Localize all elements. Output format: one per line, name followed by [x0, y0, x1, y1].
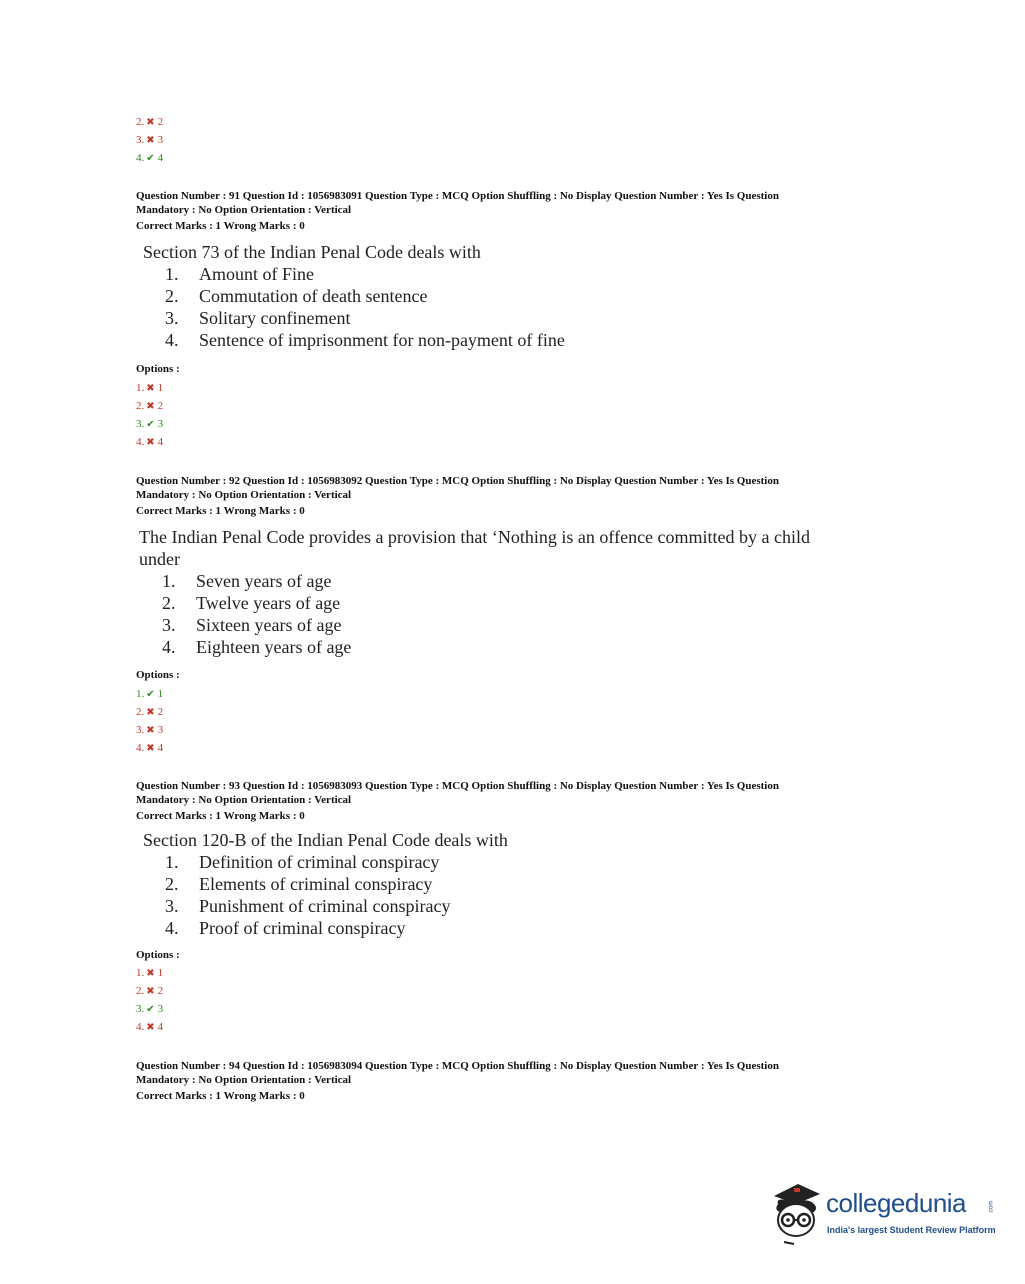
- meta-line: Mandatory : No Option Orientation : Vertical: [136, 1074, 352, 1086]
- option-value: 2: [157, 985, 164, 997]
- option: [136, 1020, 163, 1035]
- choice-text: Definition of criminal conspiracy: [199, 852, 440, 872]
- cross-icon: ✖: [146, 725, 155, 736]
- option-label: 1.: [136, 382, 145, 394]
- brand-tagline: India's largest Student Review Platform: [827, 1225, 996, 1235]
- question-94-meta: [136, 1059, 866, 1103]
- option-label: 4.: [136, 436, 145, 448]
- choice-text: Solitary confinement: [199, 308, 351, 328]
- option-label: 2.: [136, 985, 145, 997]
- option: [136, 966, 163, 981]
- option-label: 4.: [136, 742, 145, 754]
- marks-line: Correct Marks : 1 Wrong Marks : 0: [136, 220, 305, 232]
- option: [136, 381, 163, 396]
- choice: [162, 570, 331, 592]
- option-label: 1.: [136, 688, 145, 700]
- cross-icon: ✖: [146, 707, 155, 718]
- meta-line: Question Number : 91 Question Id : 1056983091 Question Type : MCQ Option Shuffling : No Display Question Number : Yes Is Question: [136, 190, 779, 202]
- choice-number: 2.: [165, 874, 179, 894]
- question-91-meta: [136, 189, 866, 233]
- choice: [165, 851, 439, 873]
- marks-line: Correct Marks : 1 Wrong Marks : 0: [136, 505, 305, 517]
- meta-line: Question Number : 93 Question Id : 1056983093 Question Type : MCQ Option Shuffling : No Display Question Number : Yes Is Question: [136, 780, 779, 792]
- option: [136, 435, 163, 450]
- options-label: Options :: [136, 949, 180, 961]
- choice-number: 4.: [162, 637, 176, 657]
- question-91-text: Section 73 of the Indian Penal Code deals with: [143, 242, 481, 262]
- choice-text: Eighteen years of age: [196, 637, 352, 657]
- choice: [162, 592, 340, 614]
- option: [136, 687, 163, 702]
- option-label: 3.: [136, 134, 145, 146]
- option-value: 4: [157, 742, 164, 754]
- option: [136, 705, 163, 720]
- choice-number: 3.: [165, 308, 179, 328]
- check-icon: ✔: [146, 1004, 155, 1015]
- option: [136, 399, 163, 414]
- meta-line: Mandatory : No Option Orientation : Vertical: [136, 204, 352, 216]
- choice-number: 3.: [165, 896, 179, 916]
- choice-text: Twelve years of age: [196, 593, 341, 613]
- option-value: 2: [157, 116, 164, 128]
- choice-number: 2.: [165, 286, 179, 306]
- choice-number: 4.: [165, 918, 179, 938]
- choice: [165, 895, 450, 917]
- chin-line: [784, 1242, 794, 1244]
- meta-line: Mandatory : No Option Orientation : Vertical: [136, 794, 352, 806]
- question-93-meta: [136, 779, 866, 823]
- choice: [165, 873, 432, 895]
- choice-number: 1.: [165, 852, 179, 872]
- choice-text: Amount of Fine: [199, 264, 314, 284]
- cross-icon: ✖: [146, 117, 155, 128]
- question-92-text-continued: under: [139, 549, 180, 569]
- choice-text: Sentence of imprisonment for non-payment of fine: [199, 330, 565, 350]
- question-92-text: The Indian Penal Code provides a provision that ‘Nothing is an offence committed by a child: [139, 527, 811, 547]
- choice-text: Commutation of death sentence: [199, 286, 428, 306]
- option: [136, 984, 163, 999]
- option-label: 2.: [136, 706, 145, 718]
- options-label: Options :: [136, 363, 180, 375]
- choice: [165, 285, 427, 307]
- option-value: 4: [157, 436, 164, 448]
- options-label: Options :: [136, 669, 180, 681]
- option-value: 3: [157, 134, 164, 146]
- choice-text: Punishment of criminal conspiracy: [199, 896, 451, 916]
- option-value: 4: [157, 152, 164, 164]
- option-value: 3: [157, 724, 164, 736]
- choice: [162, 614, 341, 636]
- marks-line: Correct Marks : 1 Wrong Marks : 0: [136, 810, 305, 822]
- option-value: 1: [157, 967, 164, 979]
- cross-icon: ✖: [146, 968, 155, 979]
- choice: [162, 636, 351, 658]
- meta-line: Mandatory : No Option Orientation : Vertical: [136, 489, 352, 501]
- option: [136, 741, 163, 756]
- cap-tassel: [794, 1188, 800, 1192]
- eye-left: [786, 1218, 790, 1222]
- option-value: 2: [157, 400, 164, 412]
- option-value: 4: [157, 1021, 164, 1033]
- choice-text: Elements of criminal conspiracy: [199, 874, 433, 894]
- question-93-text: Section 120-B of the Indian Penal Code deals with: [143, 830, 508, 850]
- cross-icon: ✖: [146, 1022, 155, 1033]
- option-label: 2.: [136, 400, 145, 412]
- carryover-option-2: [136, 115, 163, 130]
- marks-line: Correct Marks : 1 Wrong Marks : 0: [136, 1090, 305, 1102]
- option: [136, 1002, 163, 1017]
- brand-domain: .com: [988, 1200, 995, 1214]
- choice-number: 2.: [162, 593, 176, 613]
- meta-line: Question Number : 94 Question Id : 1056983094 Question Type : MCQ Option Shuffling : No Display Question Number : Yes Is Question: [136, 1060, 779, 1072]
- check-icon: ✔: [146, 419, 155, 430]
- carryover-option-3: [136, 133, 163, 148]
- choice-text: Sixteen years of age: [196, 615, 342, 635]
- choice: [165, 263, 314, 285]
- choice: [165, 917, 405, 939]
- option-label: 3.: [136, 418, 145, 430]
- check-icon: ✔: [146, 153, 155, 164]
- carryover-option-4: [136, 151, 163, 166]
- choice: [165, 329, 565, 351]
- choice: [165, 307, 350, 329]
- cross-icon: ✖: [146, 383, 155, 394]
- cross-icon: ✖: [146, 401, 155, 412]
- option: [136, 417, 163, 432]
- choice-number: 4.: [165, 330, 179, 350]
- check-icon: ✔: [146, 689, 155, 700]
- option: [136, 723, 163, 738]
- option-value: 1: [157, 688, 164, 700]
- choice-text: Seven years of age: [196, 571, 332, 591]
- option-label: 4.: [136, 152, 145, 164]
- cross-icon: ✖: [146, 743, 155, 754]
- choice-number: 1.: [162, 571, 176, 591]
- option-value: 2: [157, 706, 164, 718]
- option-value: 3: [157, 1003, 164, 1015]
- eye-right: [802, 1218, 806, 1222]
- cross-icon: ✖: [146, 986, 155, 997]
- choice-text: Proof of criminal conspiracy: [199, 918, 406, 938]
- brand-name: collegedunia: [826, 1188, 967, 1218]
- option-label: 4.: [136, 1021, 145, 1033]
- option-label: 1.: [136, 967, 145, 979]
- option-value: 3: [157, 418, 164, 430]
- cross-icon: ✖: [146, 135, 155, 146]
- question-92-meta: [136, 474, 866, 518]
- option-value: 1: [157, 382, 164, 394]
- option-label: 3.: [136, 724, 145, 736]
- option-label: 2.: [136, 116, 145, 128]
- choice-number: 3.: [162, 615, 176, 635]
- option-label: 3.: [136, 1003, 145, 1015]
- choice-number: 1.: [165, 264, 179, 284]
- cross-icon: ✖: [146, 437, 155, 448]
- meta-line: Question Number : 92 Question Id : 1056983092 Question Type : MCQ Option Shuffling : No Display Question Number : Yes Is Question: [136, 475, 779, 487]
